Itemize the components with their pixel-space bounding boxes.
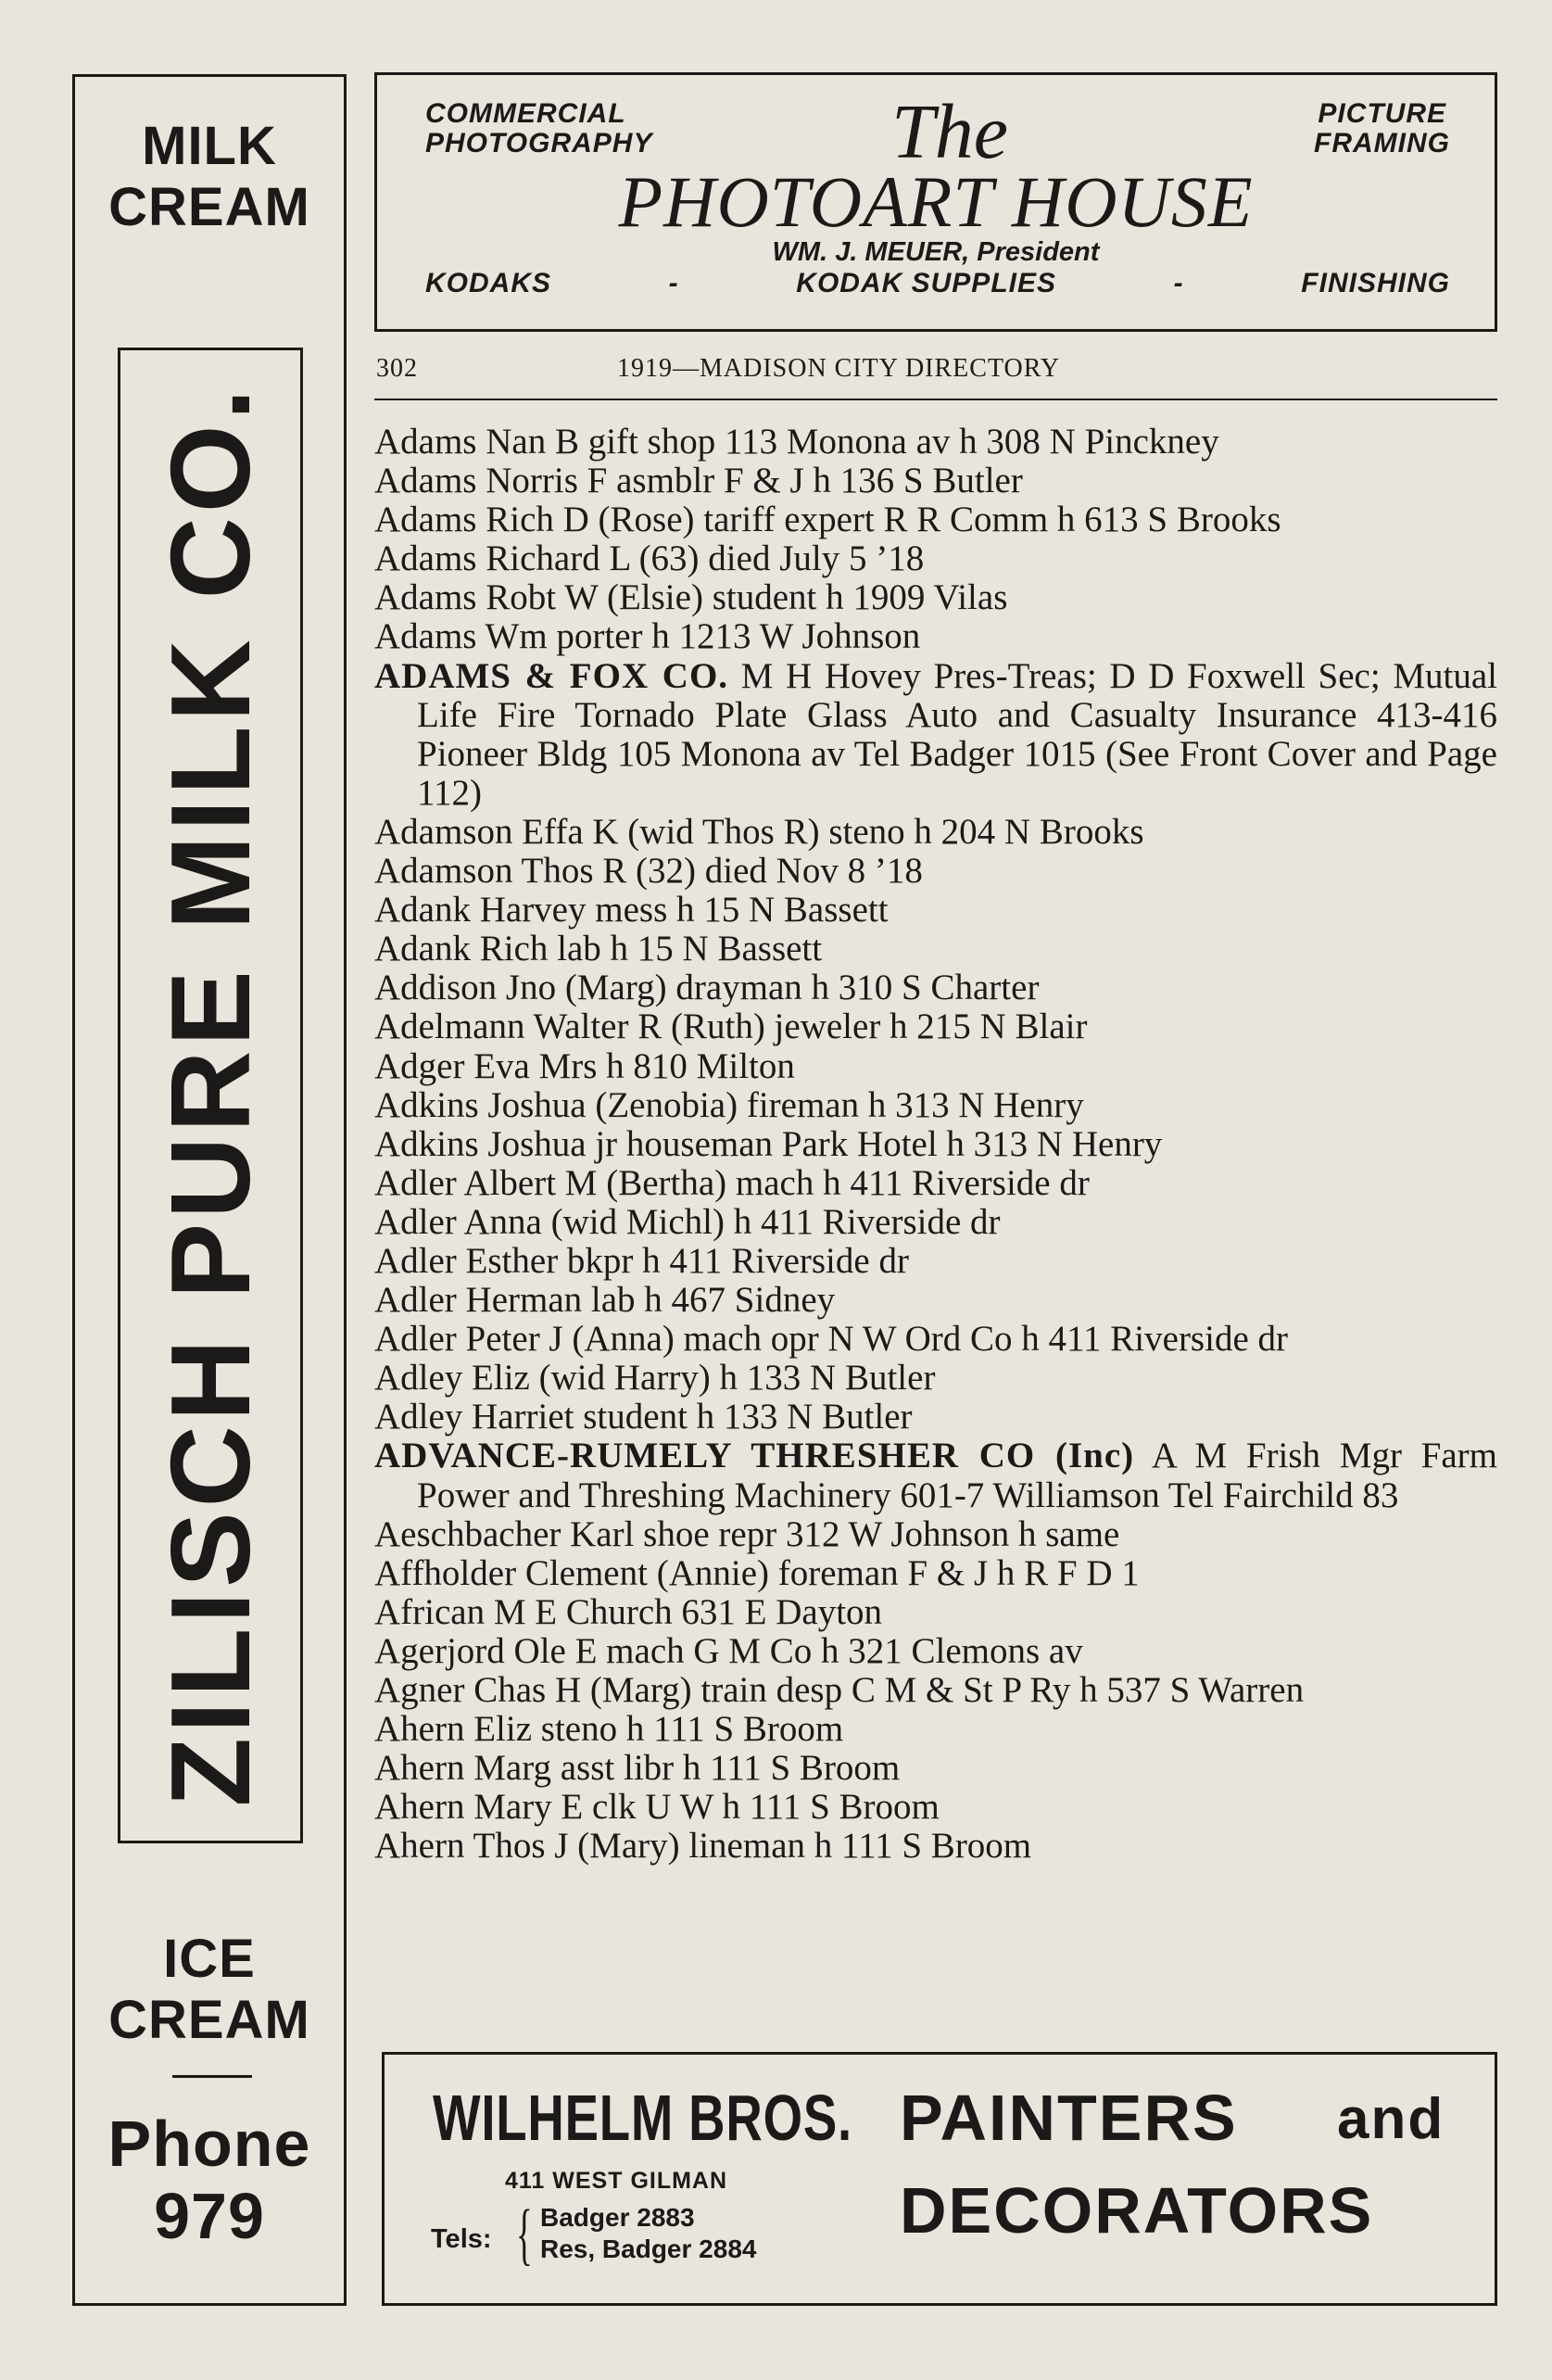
cream-label: CREAM (108, 177, 310, 237)
entry-text: Adler Peter J (Anna) mach opr N W Ord Co h 411 Riverside dr (374, 1319, 1288, 1360)
directory-entry (374, 578, 1497, 617)
entry-text: Adler Albert M (Bertha) mach h 411 Riverside dr (374, 1162, 1090, 1203)
directory-entry (374, 1788, 1497, 1827)
directory-entry (374, 1203, 1497, 1242)
directory-entry (374, 1281, 1497, 1320)
entry-text: Agerjord Ole E mach G M Co h 321 Clemons av (374, 1630, 1083, 1671)
entry-text: Ahern Mary E clk U W h 111 S Broom (374, 1787, 940, 1828)
telephone-residence: Res, Badger 2884 (540, 2234, 757, 2263)
entry-text: Adams Richard L (63) died July 5 ’18 (374, 538, 925, 579)
entry-text: Adamson Thos R (32) died Nov 8 ’18 (374, 851, 923, 892)
brand-name-vertical: ZILISCH PURE MILK CO. (147, 384, 273, 1807)
directory-entry (374, 1554, 1497, 1593)
page-title: 1919—MADISON CITY DIRECTORY (617, 354, 1061, 383)
president-line: WM. J. MEUER, President (772, 237, 1100, 267)
photography-label: PHOTOGRAPHY (425, 128, 653, 158)
picture-label: PICTURE (1318, 98, 1446, 129)
entry-text: Adler Anna (wid Michl) h 411 Riverside dr (374, 1201, 1001, 1242)
directory-entry (374, 1242, 1497, 1281)
entry-text: Adler Esther bkpr h 411 Riverside dr (374, 1240, 909, 1281)
entry-text: Addison Jno (Marg) drayman h 310 S Charter (374, 968, 1040, 1008)
directory-entry (374, 1827, 1497, 1866)
entry-text: Ahern Eliz steno h 111 S Broom (374, 1709, 844, 1750)
directory-entry (374, 1047, 1497, 1086)
directory-entry (374, 500, 1497, 539)
photoart-house-title: PHOTOART HOUSE (618, 161, 1254, 242)
kodaks-label: KODAKS (425, 268, 552, 298)
entry-text: Adley Harriet student h 133 N Butler (374, 1397, 913, 1437)
entry-text: Adams Norris F asmblr F & J h 136 S Butler (374, 461, 1023, 501)
directory-entry (374, 1086, 1497, 1125)
framing-label: FRAMING (1314, 128, 1450, 158)
and-label: and (1337, 2087, 1445, 2151)
company-address: 411 WEST GILMAN (505, 2168, 728, 2194)
entry-text: Adams Robt W (Elsie) student h 1909 Vilas (374, 577, 1008, 618)
page-header (374, 350, 1497, 400)
painters-label: PAINTERS (900, 2082, 1238, 2154)
entry-text: Adams Nan B gift shop 113 Monona av h 308 N Pinckney (374, 422, 1219, 462)
milk-label: MILK (142, 116, 277, 176)
directory-entry (374, 968, 1497, 1007)
directory-entry (374, 462, 1497, 500)
page-number: 302 (376, 354, 418, 383)
finishing-label: FINISHING (1301, 268, 1450, 298)
entry-text: Adger Eva Mrs h 810 Milton (374, 1045, 795, 1086)
directory-entry (374, 1710, 1497, 1749)
brace: { (516, 2196, 533, 2272)
directory-entry (374, 1515, 1497, 1554)
directory-entry (374, 1437, 1497, 1514)
photoart-house-ad (374, 72, 1497, 332)
directory-entry (374, 1125, 1497, 1164)
phone-label: Phone (107, 2108, 311, 2180)
directory-entry (374, 1164, 1497, 1203)
kodak-supplies-label: KODAK SUPPLIES (796, 268, 1057, 298)
separator: - (1173, 268, 1184, 298)
directory-entry (374, 930, 1497, 968)
directory-entry (374, 539, 1497, 578)
directory-entry (374, 1593, 1497, 1632)
milk-company-ad (72, 74, 347, 2306)
wilhelm-bros-ad (382, 2052, 1497, 2306)
entry-text: Adelmann Walter R (Ruth) jeweler h 215 N Blair (374, 1006, 1088, 1047)
firm-name: ADAMS & FOX CO. (374, 655, 729, 696)
directory-entry (374, 1320, 1497, 1359)
separator: - (668, 268, 679, 298)
directory-entry (374, 1749, 1497, 1788)
telephone-badger: Badger 2883 (540, 2203, 695, 2232)
entry-text: Ahern Marg asst libr h 111 S Broom (374, 1748, 901, 1789)
brand-box (118, 348, 303, 1843)
entry-text: Adkins Joshua jr houseman Park Hotel h 313 N Henry (374, 1123, 1163, 1164)
directory-entry (374, 657, 1497, 813)
directory-entry (374, 813, 1497, 852)
divider (172, 2075, 252, 2078)
the-logo: The (891, 89, 1008, 175)
entry-text: Adams Rich D (Rose) tariff expert R R Comm h 613 S Brooks (374, 500, 1281, 540)
entry-text: Adamson Effa K (wid Thos R) steno h 204 N Brooks (374, 811, 1144, 852)
firm-name: ADVANCE-RUMELY THRESHER CO (Inc) (374, 1436, 1135, 1476)
commercial-label: COMMERCIAL (425, 98, 626, 129)
entry-text: Adank Harvey mess h 15 N Bassett (374, 890, 889, 930)
entry-text: Aeschbacher Karl shoe repr 312 W Johnson h same (374, 1513, 1120, 1554)
entry-text: Adams Wm porter h 1213 W Johnson (374, 616, 921, 657)
ice-cream-label: CREAM (108, 1990, 310, 2050)
entry-text: Adank Rich lab h 15 N Bassett (374, 929, 823, 969)
entry-text: Agner Chas H (Marg) train desp C M & St P Ry h 537 S Warren (374, 1670, 1305, 1710)
entry-text: Adler Herman lab h 467 Sidney (374, 1280, 836, 1321)
directory-entry (374, 423, 1497, 462)
directory-entry (374, 1671, 1497, 1710)
directory-entry (374, 1632, 1497, 1671)
entry-text: African M E Church 631 E Dayton (374, 1591, 883, 1632)
decorators-label: DECORATORS (900, 2174, 1374, 2247)
directory-entry (374, 617, 1497, 656)
services-line (425, 268, 1450, 299)
directory-entry (374, 1007, 1497, 1046)
entry-text: Adkins Joshua (Zenobia) fireman h 313 N Henry (374, 1084, 1084, 1125)
directory-entry (374, 852, 1497, 891)
entry-text: Ahern Thos J (Mary) lineman h 111 S Broom (374, 1826, 1032, 1867)
directory-entry (374, 1398, 1497, 1437)
directory-entry (374, 1359, 1497, 1398)
entry-text: Affholder Clement (Annie) foreman F & J h R F D 1 (374, 1552, 1140, 1593)
directory-listing (374, 423, 1497, 1866)
phone-number: 979 (154, 2180, 265, 2252)
ice-label: ICE (163, 1929, 256, 1989)
entry-text: M H Hovey Pres-Treas; D D Foxwell Sec; Mutual Life Fire Tornado Plate Glass Auto and Casualty Insurance 413-416 Pioneer Bldg 105 Monona av Tel Badger 1015 (See Front Cover and Page 112) (417, 655, 1497, 813)
tels-label: Tels: (431, 2224, 492, 2254)
directory-entry (374, 891, 1497, 930)
company-name: WILHELM BROS. (433, 2082, 852, 2154)
entry-text: A M Frish Mgr Farm Power and Threshing Machinery 601-7 Williamson Tel Fairchild 83 (417, 1436, 1498, 1515)
entry-text: Adley Eliz (wid Harry) h 133 N Butler (374, 1358, 936, 1399)
